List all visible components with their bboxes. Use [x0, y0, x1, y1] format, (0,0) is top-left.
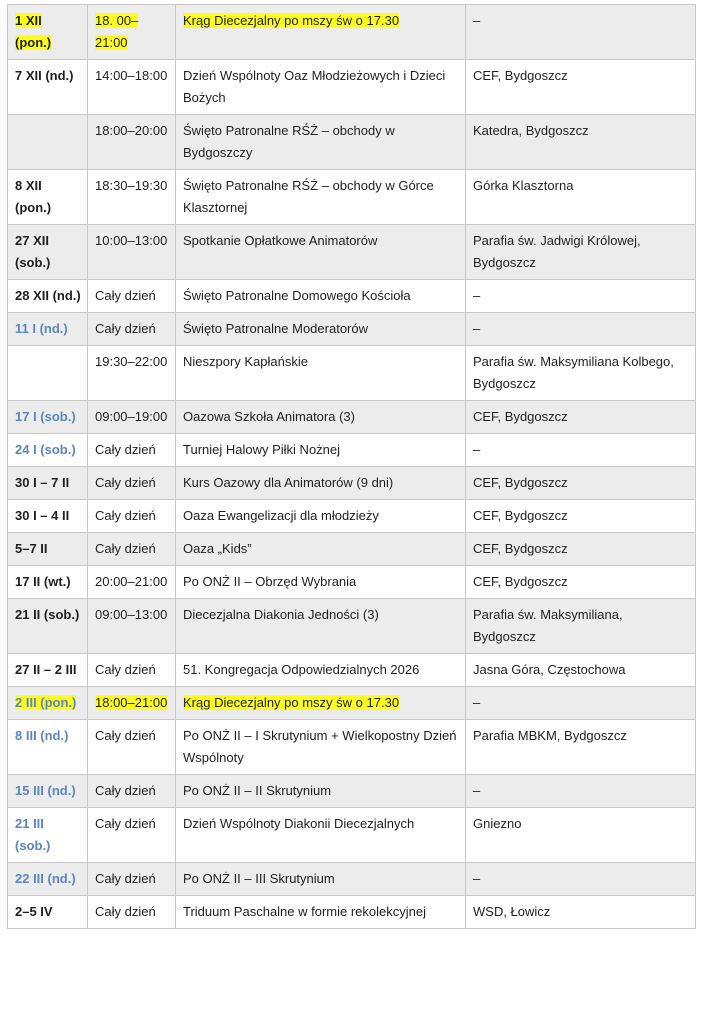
time-cell-text: Cały dzień: [95, 508, 156, 523]
place-cell-text: WSD, Łowicz: [473, 904, 551, 919]
time-cell: [88, 863, 176, 896]
date-cell-text: 2 III (pon.): [15, 695, 77, 710]
time-cell-text: 18:30–19:30: [95, 178, 168, 193]
date-cell-text: 5–7 II: [15, 541, 48, 556]
time-cell: [88, 280, 176, 313]
date-cell: [8, 775, 88, 808]
place-cell: [466, 720, 696, 775]
place-cell: [466, 533, 696, 566]
event-cell: [176, 280, 466, 313]
time-cell-text: 10:00–13:00: [95, 233, 168, 248]
place-cell-text: –: [473, 871, 481, 886]
date-cell: [8, 60, 88, 115]
place-cell-text: CEF, Bydgoszcz: [473, 409, 568, 424]
table-row: [8, 115, 696, 170]
place-cell: [466, 280, 696, 313]
event-cell-text: Krąg Diecezjalny po mszy św o 17.30: [183, 13, 400, 28]
table-row: [8, 225, 696, 280]
event-cell: [176, 313, 466, 346]
time-cell-text: Cały dzień: [95, 904, 156, 919]
time-cell: [88, 720, 176, 775]
time-cell: [88, 599, 176, 654]
date-cell-text: 27 II – 2 III: [15, 662, 77, 677]
date-cell: [8, 808, 88, 863]
place-cell-text: CEF, Bydgoszcz: [473, 508, 568, 523]
event-cell-text: 51. Kongregacja Odpowiedzialnych 2026: [183, 662, 420, 677]
time-cell: [88, 687, 176, 720]
event-cell-text: Święto Patronalne RŚŻ – obchody w Górce Klasztornej: [183, 178, 434, 215]
date-cell-text: 28 XII (nd.): [15, 288, 81, 303]
place-cell-text: Gniezno: [473, 816, 522, 831]
date-cell: [8, 434, 88, 467]
date-cell: [8, 313, 88, 346]
table-row: [8, 808, 696, 863]
place-cell-text: –: [473, 288, 481, 303]
time-cell-text: 18:00–21:00: [95, 695, 168, 710]
event-cell: [176, 346, 466, 401]
time-cell: [88, 170, 176, 225]
time-cell: [88, 566, 176, 599]
event-cell-text: Po ONŻ II – I Skrutynium + Wielkopostny Dzień Wspólnoty: [183, 728, 457, 765]
date-cell-text: 2–5 IV: [15, 904, 53, 919]
table-row: [8, 60, 696, 115]
time-cell-text: 20:00–21:00: [95, 574, 168, 589]
place-cell: [466, 599, 696, 654]
event-cell-text: Diecezjalna Diakonia Jedności (3): [183, 607, 379, 622]
event-cell-text: Oazowa Szkoła Animatora (3): [183, 409, 355, 424]
date-cell-text: 17 I (sob.): [15, 409, 76, 424]
time-cell: [88, 115, 176, 170]
event-cell-text: Święto Patronalne Domowego Kościoła: [183, 288, 411, 303]
table-row: [8, 170, 696, 225]
event-cell-text: Oaza „Kids”: [183, 541, 252, 556]
date-cell: [8, 280, 88, 313]
time-cell: [88, 654, 176, 687]
time-cell: [88, 60, 176, 115]
event-cell-text: Święto Patronalne Moderatorów: [183, 321, 368, 336]
time-cell: [88, 346, 176, 401]
event-cell: [176, 225, 466, 280]
place-cell-text: CEF, Bydgoszcz: [473, 541, 568, 556]
time-cell: [88, 775, 176, 808]
table-row: [8, 467, 696, 500]
date-cell-text: 8 III (nd.): [15, 728, 69, 743]
place-cell-text: Parafia św. Jadwigi Królowej, Bydgoszcz: [473, 233, 641, 270]
place-cell: [466, 170, 696, 225]
date-cell-text: 8 XII (pon.): [15, 178, 52, 215]
event-cell: [176, 808, 466, 863]
place-cell: [466, 401, 696, 434]
date-cell-text: 30 I – 4 II: [15, 508, 70, 523]
table-row: [8, 401, 696, 434]
event-cell: [176, 863, 466, 896]
place-cell: [466, 500, 696, 533]
event-cell-text: Po ONŻ II – II Skrutynium: [183, 783, 332, 798]
time-cell: [88, 533, 176, 566]
place-cell: [466, 654, 696, 687]
event-cell: [176, 115, 466, 170]
table-row: [8, 566, 696, 599]
place-cell-text: Parafia św. Maksymiliana, Bydgoszcz: [473, 607, 623, 644]
event-cell: [176, 566, 466, 599]
table-row: [8, 280, 696, 313]
place-cell-text: Parafia MBKM, Bydgoszcz: [473, 728, 627, 743]
place-cell-text: CEF, Bydgoszcz: [473, 574, 568, 589]
date-cell: [8, 896, 88, 929]
event-cell-text: Oaza Ewangelizacji dla młodzieży: [183, 508, 379, 523]
date-cell: [8, 566, 88, 599]
event-cell: [176, 896, 466, 929]
event-cell: [176, 533, 466, 566]
place-cell: [466, 808, 696, 863]
place-cell-text: Jasna Góra, Częstochowa: [473, 662, 626, 677]
time-cell-text: Cały dzień: [95, 728, 156, 743]
date-cell-text: 17 II (wt.): [15, 574, 71, 589]
event-cell-text: Nieszpory Kapłańskie: [183, 354, 309, 369]
event-cell: [176, 467, 466, 500]
place-cell-text: –: [473, 783, 481, 798]
date-cell: [8, 720, 88, 775]
event-cell: [176, 434, 466, 467]
time-cell-text: 19:30–22:00: [95, 354, 168, 369]
place-cell: [466, 313, 696, 346]
time-cell-text: Cały dzień: [95, 871, 156, 886]
date-cell-text: 24 I (sob.): [15, 442, 76, 457]
date-cell: [8, 687, 88, 720]
time-cell: [88, 896, 176, 929]
date-cell-text: 27 XII (sob.): [15, 233, 51, 270]
table-row: [8, 533, 696, 566]
place-cell: [466, 60, 696, 115]
table-row: [8, 434, 696, 467]
event-cell-text: Spotkanie Opłatkowe Animatorów: [183, 233, 378, 248]
place-cell-text: –: [473, 695, 481, 710]
date-cell-text: 15 III (nd.): [15, 783, 76, 798]
time-cell-text: Cały dzień: [95, 475, 156, 490]
table-row: [8, 500, 696, 533]
date-cell-text: 21 III (sob.): [15, 816, 51, 853]
date-cell: [8, 346, 88, 401]
date-cell: [8, 863, 88, 896]
time-cell-text: 18. 00–21:00: [95, 13, 139, 50]
date-cell-text: 30 I – 7 II: [15, 475, 70, 490]
event-cell-text: Święto Patronalne RŚŻ – obchody w Bydgoszczy: [183, 123, 395, 160]
table-row: [8, 687, 696, 720]
event-cell: [176, 170, 466, 225]
time-cell-text: Cały dzień: [95, 288, 156, 303]
time-cell-text: 09:00–13:00: [95, 607, 168, 622]
place-cell-text: –: [473, 13, 481, 28]
time-cell-text: Cały dzień: [95, 321, 156, 336]
place-cell: [466, 5, 696, 60]
table-row: [8, 775, 696, 808]
time-cell: [88, 225, 176, 280]
time-cell: [88, 500, 176, 533]
event-cell-text: Dzień Wspólnoty Diakonii Diecezjalnych: [183, 816, 415, 831]
time-cell-text: Cały dzień: [95, 662, 156, 677]
event-cell: [176, 775, 466, 808]
date-cell: [8, 170, 88, 225]
table-row: [8, 863, 696, 896]
table-row: [8, 654, 696, 687]
place-cell-text: –: [473, 321, 481, 336]
table-row: [8, 346, 696, 401]
event-cell-text: Po ONŻ II – III Skrutynium: [183, 871, 335, 886]
place-cell-text: CEF, Bydgoszcz: [473, 68, 568, 83]
time-cell-text: 18:00–20:00: [95, 123, 168, 138]
time-cell: [88, 5, 176, 60]
event-cell-text: Po ONŻ II – Obrzęd Wybrania: [183, 574, 357, 589]
place-cell-text: Katedra, Bydgoszcz: [473, 123, 589, 138]
date-cell: [8, 5, 88, 60]
place-cell: [466, 434, 696, 467]
time-cell-text: Cały dzień: [95, 442, 156, 457]
date-cell-text: 11 I (nd.): [15, 321, 68, 336]
date-cell: [8, 467, 88, 500]
date-cell-text: 1 XII (pon.): [15, 13, 52, 50]
table-row: [8, 5, 696, 60]
event-cell: [176, 60, 466, 115]
date-cell-text: 7 XII (nd.): [15, 68, 74, 83]
place-cell: [466, 896, 696, 929]
time-cell-text: 09:00–19:00: [95, 409, 168, 424]
place-cell: [466, 467, 696, 500]
event-cell-text: Triduum Paschalne w formie rekolekcyjnej: [183, 904, 427, 919]
date-cell: [8, 500, 88, 533]
table-row: [8, 720, 696, 775]
time-cell: [88, 313, 176, 346]
place-cell: [466, 687, 696, 720]
place-cell-text: Parafia św. Maksymiliana Kolbego, Bydgoszcz: [473, 354, 674, 391]
date-cell: [8, 401, 88, 434]
place-cell: [466, 775, 696, 808]
table-row: [8, 599, 696, 654]
place-cell: [466, 225, 696, 280]
date-cell-text: 21 II (sob.): [15, 607, 80, 622]
event-cell: [176, 5, 466, 60]
place-cell: [466, 566, 696, 599]
time-cell-text: Cały dzień: [95, 816, 156, 831]
schedule-table: [7, 4, 696, 929]
event-cell-text: Turniej Halowy Piłki Nożnej: [183, 442, 341, 457]
date-cell: [8, 533, 88, 566]
event-cell-text: Dzień Wspólnoty Oaz Młodzieżowych i Dzieci Bożych: [183, 68, 446, 105]
event-cell: [176, 500, 466, 533]
place-cell: [466, 346, 696, 401]
place-cell: [466, 863, 696, 896]
place-cell-text: Górka Klasztorna: [473, 178, 574, 193]
event-cell: [176, 720, 466, 775]
event-cell: [176, 401, 466, 434]
date-cell: [8, 115, 88, 170]
date-cell: [8, 599, 88, 654]
event-cell: [176, 687, 466, 720]
time-cell: [88, 401, 176, 434]
place-cell-text: CEF, Bydgoszcz: [473, 475, 568, 490]
place-cell-text: –: [473, 442, 481, 457]
time-cell: [88, 467, 176, 500]
time-cell: [88, 434, 176, 467]
time-cell-text: Cały dzień: [95, 541, 156, 556]
event-cell: [176, 654, 466, 687]
event-cell-text: Kurs Oazowy dla Animatorów (9 dni): [183, 475, 394, 490]
time-cell-text: 14:00–18:00: [95, 68, 168, 83]
event-cell: [176, 599, 466, 654]
table-row: [8, 313, 696, 346]
date-cell: [8, 654, 88, 687]
schedule-body: [8, 5, 696, 929]
table-row: [8, 896, 696, 929]
place-cell: [466, 115, 696, 170]
date-cell: [8, 225, 88, 280]
time-cell-text: Cały dzień: [95, 783, 156, 798]
time-cell: [88, 808, 176, 863]
date-cell-text: 22 III (nd.): [15, 871, 76, 886]
event-cell-text: Krąg Diecezjalny po mszy św o 17.30: [183, 695, 400, 710]
